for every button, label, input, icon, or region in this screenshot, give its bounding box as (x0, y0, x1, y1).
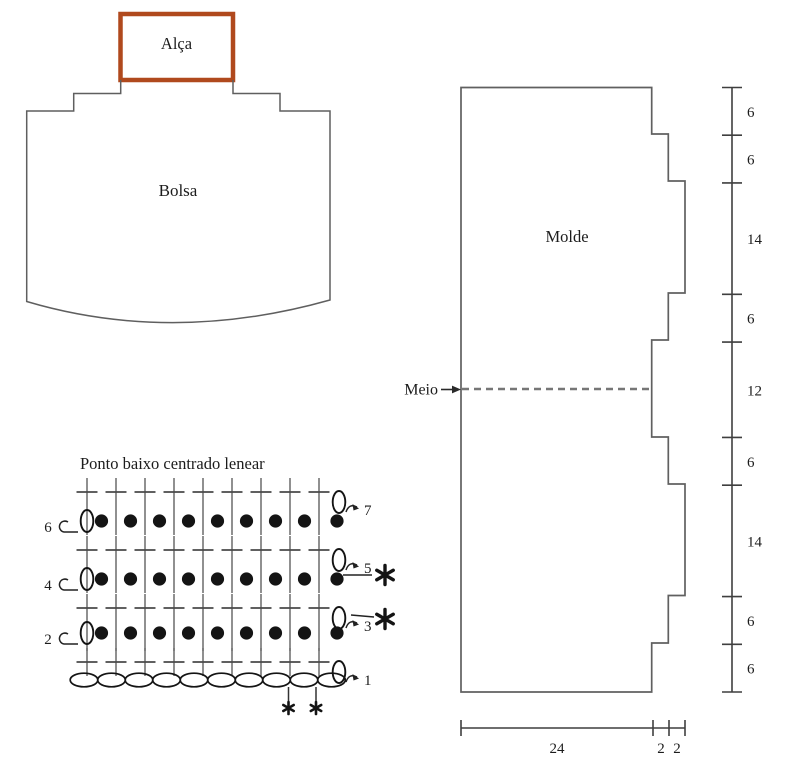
centered-single-crochet-icon (269, 514, 282, 527)
foundation-chain (70, 673, 345, 714)
chart-row-4 (44, 568, 343, 594)
chain-icon (208, 673, 236, 687)
chain-icon (125, 673, 153, 687)
centered-single-crochet-icon (95, 626, 108, 639)
strap-label: Alça (160, 34, 193, 53)
measurement-label: 6 (747, 311, 755, 328)
molde-diagram (385, 75, 789, 772)
turn-arrow-head (353, 562, 360, 569)
chart-row-7 (77, 478, 373, 535)
centered-single-crochet-icon (153, 514, 166, 527)
centered-single-crochet-icon (211, 626, 224, 639)
centered-single-crochet-icon (95, 514, 108, 527)
measurement-label: 6 (747, 661, 755, 678)
turning-chain-icon (333, 491, 346, 513)
centered-single-crochet-icon (182, 572, 195, 585)
centered-single-crochet-icon (153, 572, 166, 585)
chain-icon (98, 673, 126, 687)
molde-label: Molde (545, 227, 589, 246)
centered-single-crochet-icon (182, 626, 195, 639)
measurement-label: 12 (747, 383, 762, 400)
centered-single-crochet-icon (124, 514, 137, 527)
measurement-label: 2 (657, 741, 665, 757)
chart-row-2 (44, 622, 343, 648)
centered-single-crochet-icon (330, 626, 343, 639)
row-number-label: 5 (364, 561, 372, 577)
centered-single-crochet-icon (211, 514, 224, 527)
measurement-label: 14 (747, 534, 762, 551)
centered-single-crochet-icon (298, 514, 311, 527)
stitch-chart (20, 445, 430, 745)
chart-row-3 (77, 594, 394, 651)
horizontal-ruler (461, 720, 685, 757)
turn-arrow-icon (59, 521, 78, 532)
chain-icon (290, 673, 318, 687)
asterisk-icon (283, 702, 293, 714)
chart-row-5 (77, 536, 394, 593)
bag-diagram (0, 0, 370, 350)
centered-single-crochet-icon (269, 572, 282, 585)
bag-label: Bolsa (158, 181, 198, 200)
centered-single-crochet-icon (330, 514, 343, 527)
chain-icon (70, 673, 98, 687)
centered-single-crochet-icon (95, 572, 108, 585)
right-arrow-icon (441, 386, 461, 394)
centered-single-crochet-icon (269, 626, 282, 639)
turn-arrow-head (353, 620, 360, 627)
turn-arrow-head (353, 504, 360, 511)
row-number-label: 2 (44, 632, 52, 648)
chain-icon (180, 673, 208, 687)
chain-icon (153, 673, 181, 687)
turn-arrow-icon (346, 620, 359, 628)
row-number-label: 7 (364, 503, 372, 519)
asterisk-connector-line (351, 615, 374, 617)
centered-single-crochet-icon (240, 514, 253, 527)
measurement-label: 24 (549, 741, 565, 757)
vertical-ruler (722, 88, 763, 693)
centered-single-crochet-icon (240, 572, 253, 585)
centered-single-crochet-icon (211, 572, 224, 585)
chain-icon (318, 673, 346, 687)
chart-row-1 (77, 648, 372, 689)
row-number-label: 6 (44, 520, 52, 536)
centered-single-crochet-icon (330, 572, 343, 585)
centered-single-crochet-icon (298, 572, 311, 585)
turn-arrow-icon (346, 674, 359, 682)
turning-chain-icon (333, 607, 346, 629)
measurement-label: 6 (747, 454, 755, 471)
measurement-label: 6 (747, 104, 755, 121)
measurement-label: 14 (747, 232, 762, 249)
turn-arrow-icon (59, 633, 78, 644)
bag-outline (27, 80, 330, 323)
measurement-label: 2 (673, 741, 681, 757)
measurement-label: 6 (747, 613, 755, 630)
centered-single-crochet-icon (124, 572, 137, 585)
centered-single-crochet-icon (153, 626, 166, 639)
centered-single-crochet-icon (298, 626, 311, 639)
stitch-chart-title: Ponto baixo centrado lenear (80, 454, 265, 473)
row-number-label: 3 (364, 619, 372, 635)
turn-arrow-head (353, 674, 360, 681)
turning-chain-icon (333, 549, 346, 571)
turn-arrow-icon (346, 504, 359, 512)
chain-icon (235, 673, 263, 687)
stitch-chart-content (44, 478, 393, 714)
turn-arrow-icon (59, 579, 78, 590)
row-number-label: 1 (364, 673, 372, 689)
turning-chain-icon (333, 661, 346, 683)
asterisk-icon (377, 566, 393, 585)
asterisk-icon (377, 610, 393, 629)
row-number-label: 4 (44, 578, 52, 594)
centered-single-crochet-icon (124, 626, 137, 639)
asterisk-icon (311, 702, 321, 714)
middle-label: Meio (404, 381, 438, 399)
chain-icon (263, 673, 291, 687)
centered-single-crochet-icon (240, 626, 253, 639)
centered-single-crochet-icon (182, 514, 195, 527)
measurement-label: 6 (747, 152, 755, 169)
turn-arrow-icon (346, 562, 359, 570)
chart-row-6 (44, 510, 343, 536)
